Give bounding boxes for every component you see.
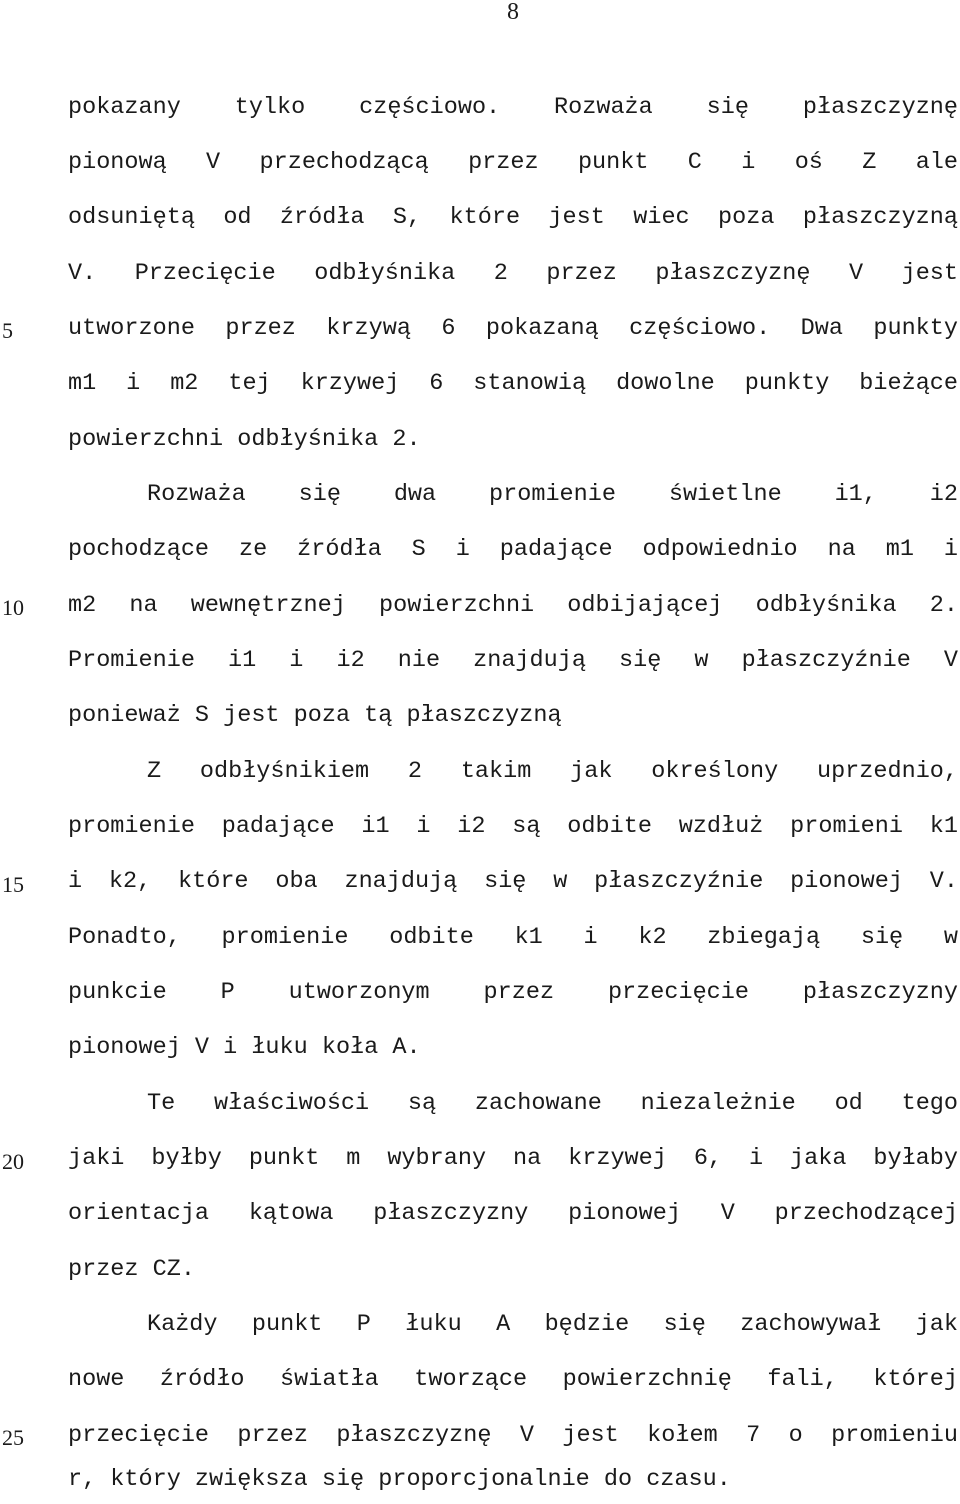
text-line: pionową V przechodzącą przez punkt C i oś Z ale	[68, 149, 958, 176]
text-line: promienie padające i1 i i2 są odbite wzdłuż promieni k1	[68, 813, 958, 840]
text-line: orientacja kątowa płaszczyzny pionowej V przechodzącej	[68, 1200, 958, 1227]
text-line: przecięcie przez płaszczyznę V jest kołem 7 o promieniu	[68, 1422, 958, 1449]
text-line: pokazany tylko częściowo. Rozważa się płaszczyznę	[68, 94, 958, 121]
text-line: m1 i m2 tej krzywej 6 stanowią dowolne punkty bieżące	[68, 370, 958, 397]
text-line: pionowej V i łuku koła A.	[68, 1034, 421, 1061]
text-line: powierzchni odbłyśnika 2.	[68, 426, 421, 453]
text-line: ponieważ S jest poza tą płaszczyzną	[68, 702, 562, 729]
text-line: nowe źródło światła tworzące powierzchnię fali, której	[68, 1366, 958, 1393]
text-line: Z odbłyśnikiem 2 takim jak określony uprzednio,	[147, 758, 958, 785]
line-number-25: 25	[2, 1425, 24, 1450]
text-line: utworzone przez krzywą 6 pokazaną częściowo. Dwa punkty	[68, 315, 958, 342]
text-line: m2 na wewnętrznej powierzchni odbijającej odbłyśnika 2.	[68, 592, 958, 619]
text-line: Rozważa się dwa promienie świetlne i1, i2	[147, 481, 958, 508]
text-line: odsuniętą od źródła S, które jest wiec poza płaszczyzną	[68, 204, 958, 231]
text-line: i k2, które oba znajdują się w płaszczyźnie pionowej V.	[68, 868, 958, 895]
text-line: punkcie P utworzonym przez przecięcie płaszczyzny	[68, 979, 958, 1006]
text-line: jaki byłby punkt m wybrany na krzywej 6, i jaka byłaby	[68, 1145, 958, 1172]
text-line: Promienie i1 i i2 nie znajdują się w płaszczyźnie V	[68, 647, 958, 674]
line-number-10: 10	[2, 595, 24, 620]
text-line: przez CZ.	[68, 1256, 195, 1283]
page-number: 8	[507, 0, 519, 25]
text-line: V. Przecięcie odbłyśnika 2 przez płaszczyznę V jest	[68, 260, 958, 287]
text-line: Te właściwości są zachowane niezależnie od tego	[147, 1090, 958, 1117]
text-line: Ponadto, promienie odbite k1 i k2 zbiegają się w	[68, 924, 958, 951]
text-line: Każdy punkt P łuku A będzie się zachowywał jak	[147, 1311, 958, 1338]
line-number-20: 20	[2, 1149, 24, 1174]
text-line: r, który zwiększa się proporcjonalnie do czasu.	[68, 1466, 731, 1493]
line-number-5: 5	[2, 318, 13, 343]
line-number-15: 15	[2, 872, 24, 897]
text-line: pochodzące ze źródła S i padające odpowiednio na m1 i	[68, 536, 958, 563]
